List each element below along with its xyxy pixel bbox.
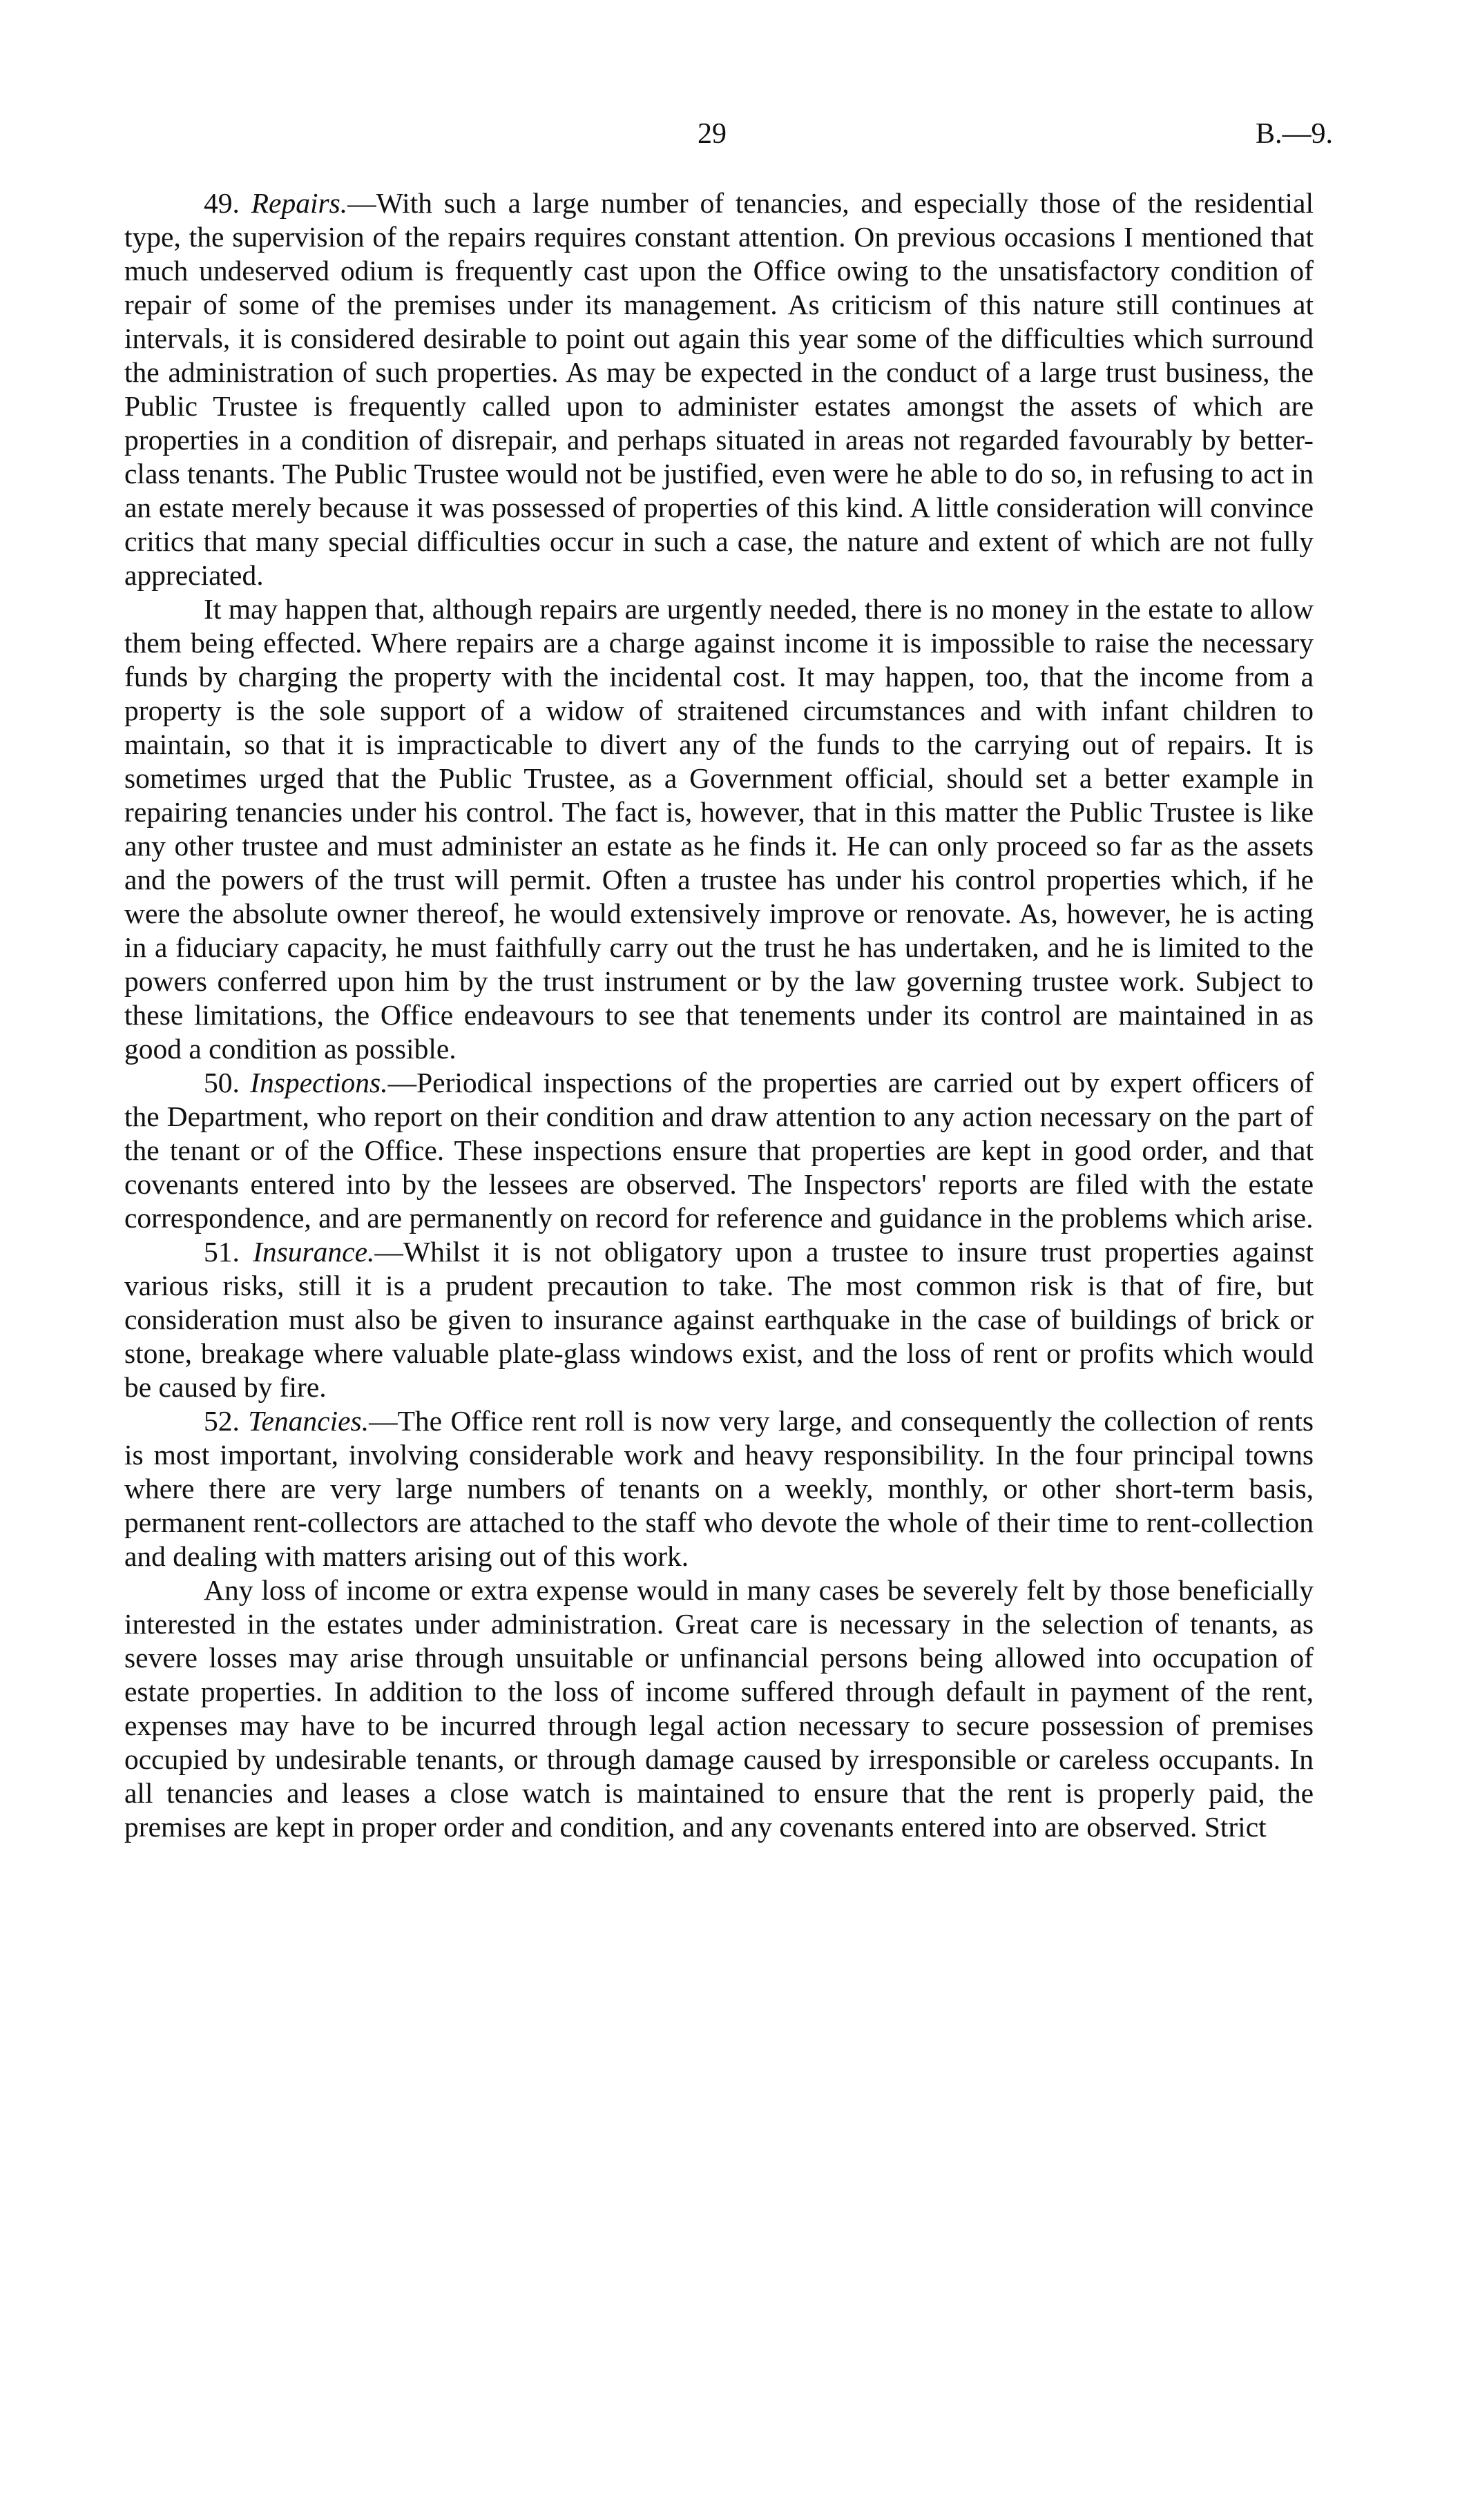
page-number: 29 xyxy=(698,118,727,150)
paragraph-inspections: 50. Inspections.—Periodical inspections of the properties are carried out by expert officers of the Department, who report on their condition and draw attention to any action necessary on the part of the tenant or of the Office. These inspections ensure that properties are kept in good order, and that covenants entered into by the lessees are observed. The Inspectors' reports are filed with the estate correspondence, and are permanently on record for reference and guidance in the problems which arise. xyxy=(124,1067,1314,1234)
paragraph-text: Periodical inspections of the properties are carried out by expert officers of the Department, who report on their condition and draw attention to any action necessary on the part of the tenant or of the Office. These inspections ensure that properties are kept in good order, and that covenants entered into by the lessees are observed. The Inspectors' reports are filed with the estate correspondence, and are permanently on record for reference and guidance in the problems which arise. xyxy=(124,1067,1314,1234)
paragraph-heading: Insurance. xyxy=(253,1236,375,1268)
paragraph-number: 52. xyxy=(204,1405,240,1437)
paragraph-repairs-continued xyxy=(124,592,1314,1066)
paragraph-tenancies: 52. Tenancies.—The Office rent roll is now very large, and consequently the collection of rents is most important, involving considerable work and heavy responsibility. In the four principal towns where there are very large numbers of tenants on a weekly, monthly, or other short-term basis, permanent rent-collectors are attached to the staff who devote the whole of their time to rent-collection and dealing with matters arising out of this work. xyxy=(124,1405,1314,1572)
paragraph-number: 49. xyxy=(204,187,240,219)
paragraph-text: Any loss of income or extra expense would in many cases be severely felt by those beneficially interested in the estates under administration. Great care is necessary in the selection of tenants, as severe losses may arise through unsuitable or unfinancial persons being allowed into occupation of estate properties. In addition to the loss of income suffered through default in payment of the rent, expenses may have to be incurred through legal action necessary to secure possession of premises occupied by undesirable tenants, or through damage caused by irresponsible or careless occupants. In all tenancies and leases a close watch is maintained to ensure that the rent is properly paid, the premises are kept in proper order and condition, and any covenants entered into are observed. Strict xyxy=(124,1574,1314,1843)
paragraph-text: The Office rent roll is now very large, and consequently the collection of rents is most important, involving considerable work and heavy responsibility. In the four principal towns where there are very large numbers of tenants on a weekly, monthly, or other short-term basis, permanent rent-collectors are attached to the staff who devote the whole of their time to rent-collection and dealing with matters arising out of this work. xyxy=(124,1405,1314,1572)
paragraph-heading: Inspections. xyxy=(250,1067,388,1098)
paragraph-insurance: 51. Insurance.—Whilst it is not obligatory upon a trustee to insure trust properties against various risks, still it is a prudent precaution to take. The most common risk is that of fire, but consideration must also be given to insurance against earthquake in the case of buildings of brick or stone, breakage where valuable plate-glass windows exist, and the loss of rent or profits which would be caused by fire. xyxy=(124,1236,1314,1403)
document-reference: B.—9. xyxy=(1255,118,1333,150)
page-header xyxy=(200,117,1333,159)
paragraph-text: It may happen that, although repairs are urgently needed, there is no money in the estate to allow them being effected. Where repairs are a charge against income it is impossible to raise the necessary funds by charging the property with the incidental cost. It may happen, too, that the income from a property is the sole support of a widow of straitened circumstances and with infant children to maintain, so that it is impracticable to divert any of the funds to the carrying out of repairs. It is sometimes urged that the Public Trustee, as a Government official, should set a better example in repairing tenancies under his control. The fact is, however, that in this matter the Public Trustee is like any other trustee and must administer an estate as he finds it. He can only proceed so far as the assets and the powers of the trust will permit. Often a trustee has under his control properties which, if he were the absolute owner thereof, he would extensively improve or renovate. As, however, he is acting in a fiduciary capacity, he must faithfully carry out the trust he has undertaken, and he is limited to the powers conferred upon him by the trust instrument or by the law governing trustee work. Subject to these limitations, the Office endeavours to see that tenements under its control are maintained in as good a condition as possible. xyxy=(124,593,1314,1065)
body-text xyxy=(124,186,1314,1844)
paragraph-repairs: 49. Repairs.—With such a large number of tenancies, and especially those of the residential type, the supervision of the repairs requires constant attention. On previous occasions I mentioned that much undeserved odium is frequently cast upon the Office owing to the unsatisfactory condition of repair of some of the premises under its management. As criticism of this nature still continues at intervals, it is considered desirable to point out again this year some of the difficulties which surround the administration of such properties. As may be expected in the conduct of a large trust business, the Public Trustee is frequently called upon to administer estates amongst the assets of which are properties in a condition of disrepair, and perhaps situated in areas not regarded favourably by better-class tenants. The Public Trustee would not be justified, even were he able to do so, in refusing to act in an estate merely because it was possessed of properties of this kind. A little consideration will convince critics that many special difficulties occur in such a case, the nature and extent of which are not fully appreciated. xyxy=(124,187,1314,591)
paragraph-text: Whilst it is not obligatory upon a trustee to insure trust properties against various risks, still it is a prudent precaution to take. The most common risk is that of fire, but consideration must also be given to insurance against earthquake in the case of buildings of brick or stone, breakage where valuable plate-glass windows exist, and the loss of rent or profits which would be caused by fire. xyxy=(124,1236,1314,1403)
paragraph-number: 51. xyxy=(204,1236,240,1268)
paragraph-heading: Repairs. xyxy=(251,187,348,219)
paragraph-heading: Tenancies. xyxy=(248,1405,369,1437)
paragraph-tenancies-continued xyxy=(124,1573,1314,1844)
paragraph-number: 50. xyxy=(204,1067,240,1098)
paragraph-text: With such a large number of tenancies, and especially those of the residential type, the supervision of the repairs requires constant attention. On previous occasions I mentioned that much undeserved odium is frequently cast upon the Office owing to the unsatisfactory condition of repair of some of the premises under its management. As criticism of this nature still continues at intervals, it is considered desirable to point out again this year some of the difficulties which surround the administration of such properties. As may be expected in the conduct of a large trust business, the Public Trustee is frequently called upon to administer estates amongst the assets of which are properties in a condition of disrepair, and perhaps situated in areas not regarded favourably by better-class tenants. The Public Trustee would not be justified, even were he able to do so, in refusing to act in an estate merely because it was possessed of properties of this kind. A little consideration will convince critics that many special difficulties occur in such a case, the nature and extent of which are not fully appreciated. xyxy=(124,187,1314,591)
